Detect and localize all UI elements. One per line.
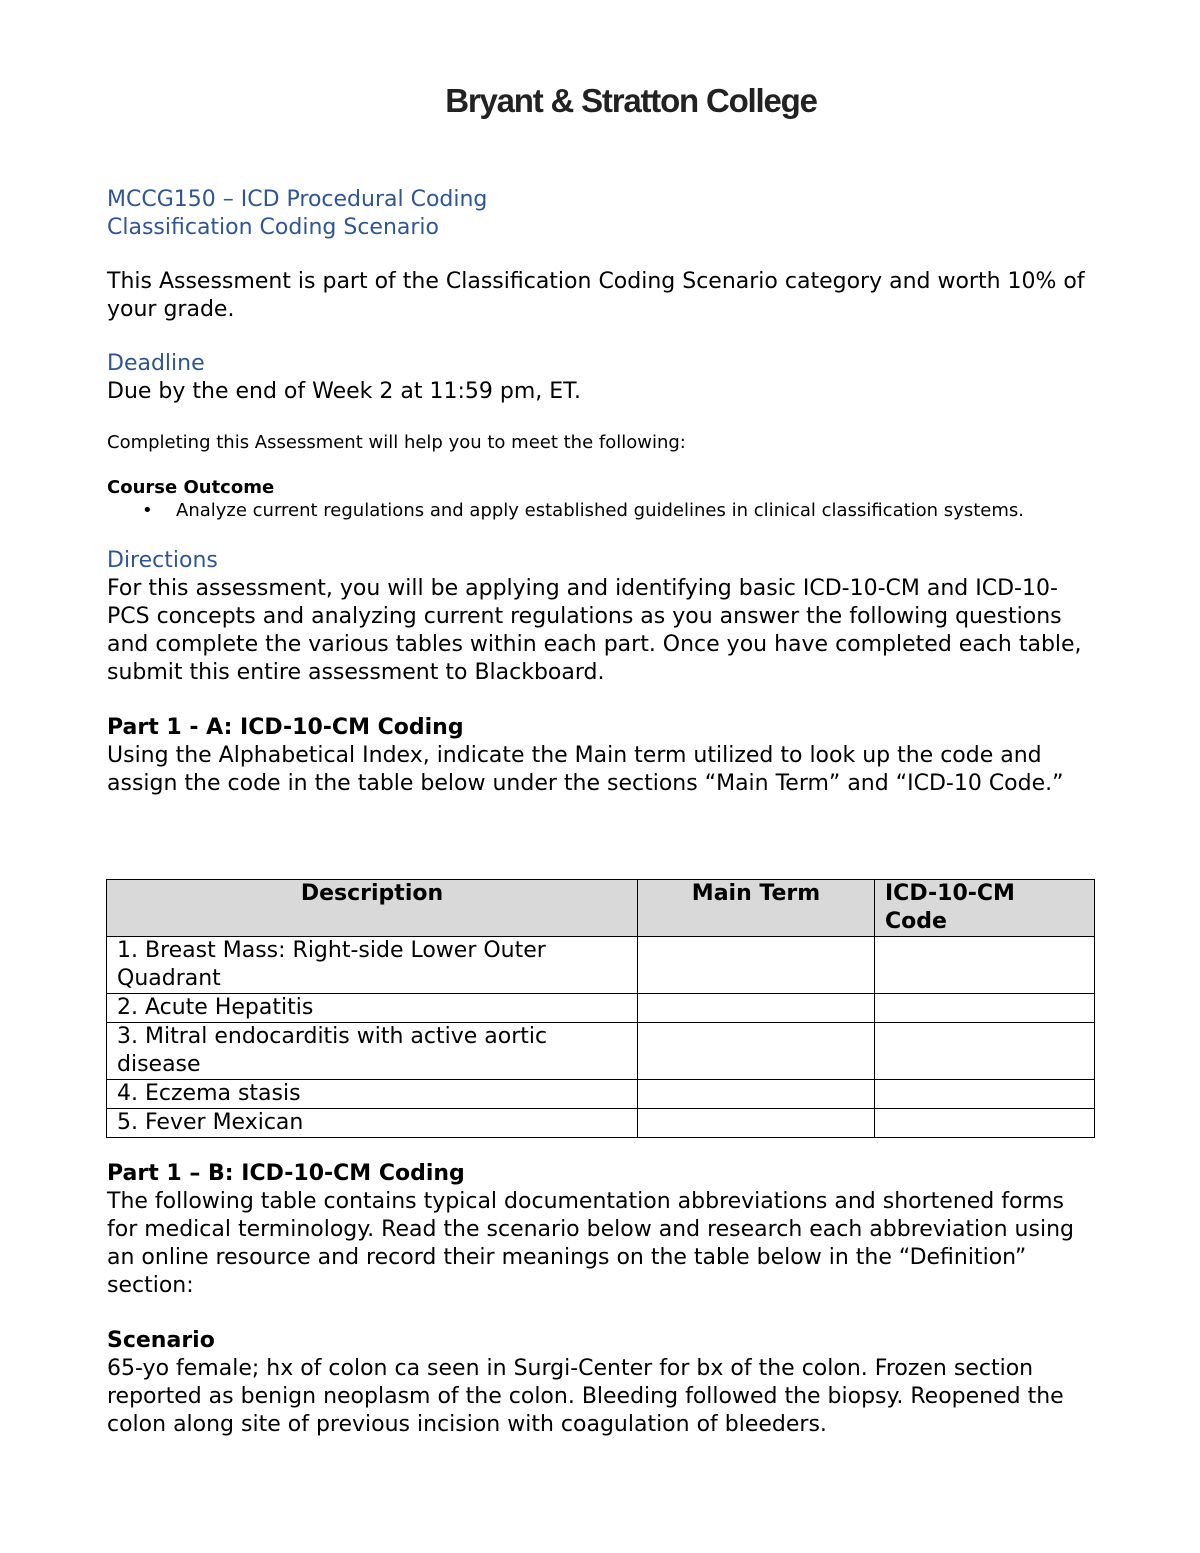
header-description: Description: [107, 880, 638, 937]
table-row: [107, 937, 1095, 994]
part1b-text: The following table contains typical documentation abbreviations and shortened forms for medical terminology. Read the scenario below and research each abbreviation using an online resource and record their meanings on the table below in the “Definition” section:: [107, 1189, 1074, 1298]
course-title: MCCG150 – ICD Procedural Coding: [107, 187, 488, 212]
table-row: [107, 994, 1095, 1023]
description-cell: 5. Fever Mexican: [107, 1109, 638, 1138]
deadline-heading: Deadline: [107, 351, 205, 376]
course-outcome-list: [107, 499, 1097, 522]
lower-content: [107, 1160, 1097, 1439]
part1a-title: Part 1 - A: ICD-10-CM Coding: [107, 715, 464, 740]
table-row: [107, 1109, 1095, 1138]
coding-table: [106, 879, 1095, 1138]
scenario-title: Scenario: [107, 1328, 215, 1353]
description-cell: 3. Mitral endocarditis with active aortic disease: [107, 1023, 638, 1080]
code-cell[interactable]: [875, 994, 1095, 1023]
college-logo: Bryant & Stratton College: [445, 82, 817, 119]
description-cell: 2. Acute Hepatitis: [107, 994, 638, 1023]
course-outcome-title: Course Outcome: [107, 477, 275, 498]
table-row: [107, 1080, 1095, 1109]
main-term-cell[interactable]: [638, 937, 875, 994]
header-icd-code: ICD-10-CM Code: [875, 880, 1095, 937]
part1a-text: Using the Alphabetical Index, indicate the Main term utilized to look up the code and assign the code in the table below under the sections “Main Term” and “ICD-10 Code.”: [107, 743, 1064, 796]
directions-heading: Directions: [107, 548, 218, 573]
main-term-cell[interactable]: [638, 1023, 875, 1080]
completing-text: Completing this Assessment will help you to meet the following:: [107, 432, 686, 453]
table-row: [107, 1023, 1095, 1080]
main-term-cell[interactable]: [638, 994, 875, 1023]
table-header-row: [107, 880, 1095, 937]
description-cell: 4. Eczema stasis: [107, 1080, 638, 1109]
scenario-text: 65-yo female; hx of colon ca seen in Surgi-Center for bx of the colon. Frozen section reported as benign neoplasm of the colon. Bleeding followed the biopsy. Reopened the colon along site of previous incision with coagulation of bleeders.: [107, 1356, 1064, 1437]
main-term-cell[interactable]: [638, 1109, 875, 1138]
code-cell[interactable]: [875, 937, 1095, 994]
upper-content: [107, 186, 1097, 798]
bullet-icon: •: [142, 500, 153, 521]
assessment-title: Classification Coding Scenario: [107, 215, 439, 240]
directions-text: For this assessment, you will be applying and identifying basic ICD-10-CM and ICD-10-PCS concepts and analyzing current regulations as you answer the following questions and complete the various tables within each part. Once you have completed each table, submit this entire assessment to Blackboard.: [107, 576, 1082, 685]
description-cell: 1. Breast Mass: Right-side Lower Outer Quadrant: [107, 937, 638, 994]
code-cell[interactable]: [875, 1080, 1095, 1109]
part1b-title: Part 1 – B: ICD-10-CM Coding: [107, 1161, 465, 1186]
outcome-text: Analyze current regulations and apply established guidelines in clinical classification systems.: [176, 500, 1024, 521]
intro-text: This Assessment is part of the Classification Coding Scenario category and worth 10% of your grade.: [107, 269, 1085, 322]
list-item: [107, 499, 1097, 522]
code-cell[interactable]: [875, 1109, 1095, 1138]
deadline-text: Due by the end of Week 2 at 11:59 pm, ET.: [107, 379, 581, 404]
main-term-cell[interactable]: [638, 1080, 875, 1109]
code-cell[interactable]: [875, 1023, 1095, 1080]
header-main-term: Main Term: [638, 880, 875, 937]
